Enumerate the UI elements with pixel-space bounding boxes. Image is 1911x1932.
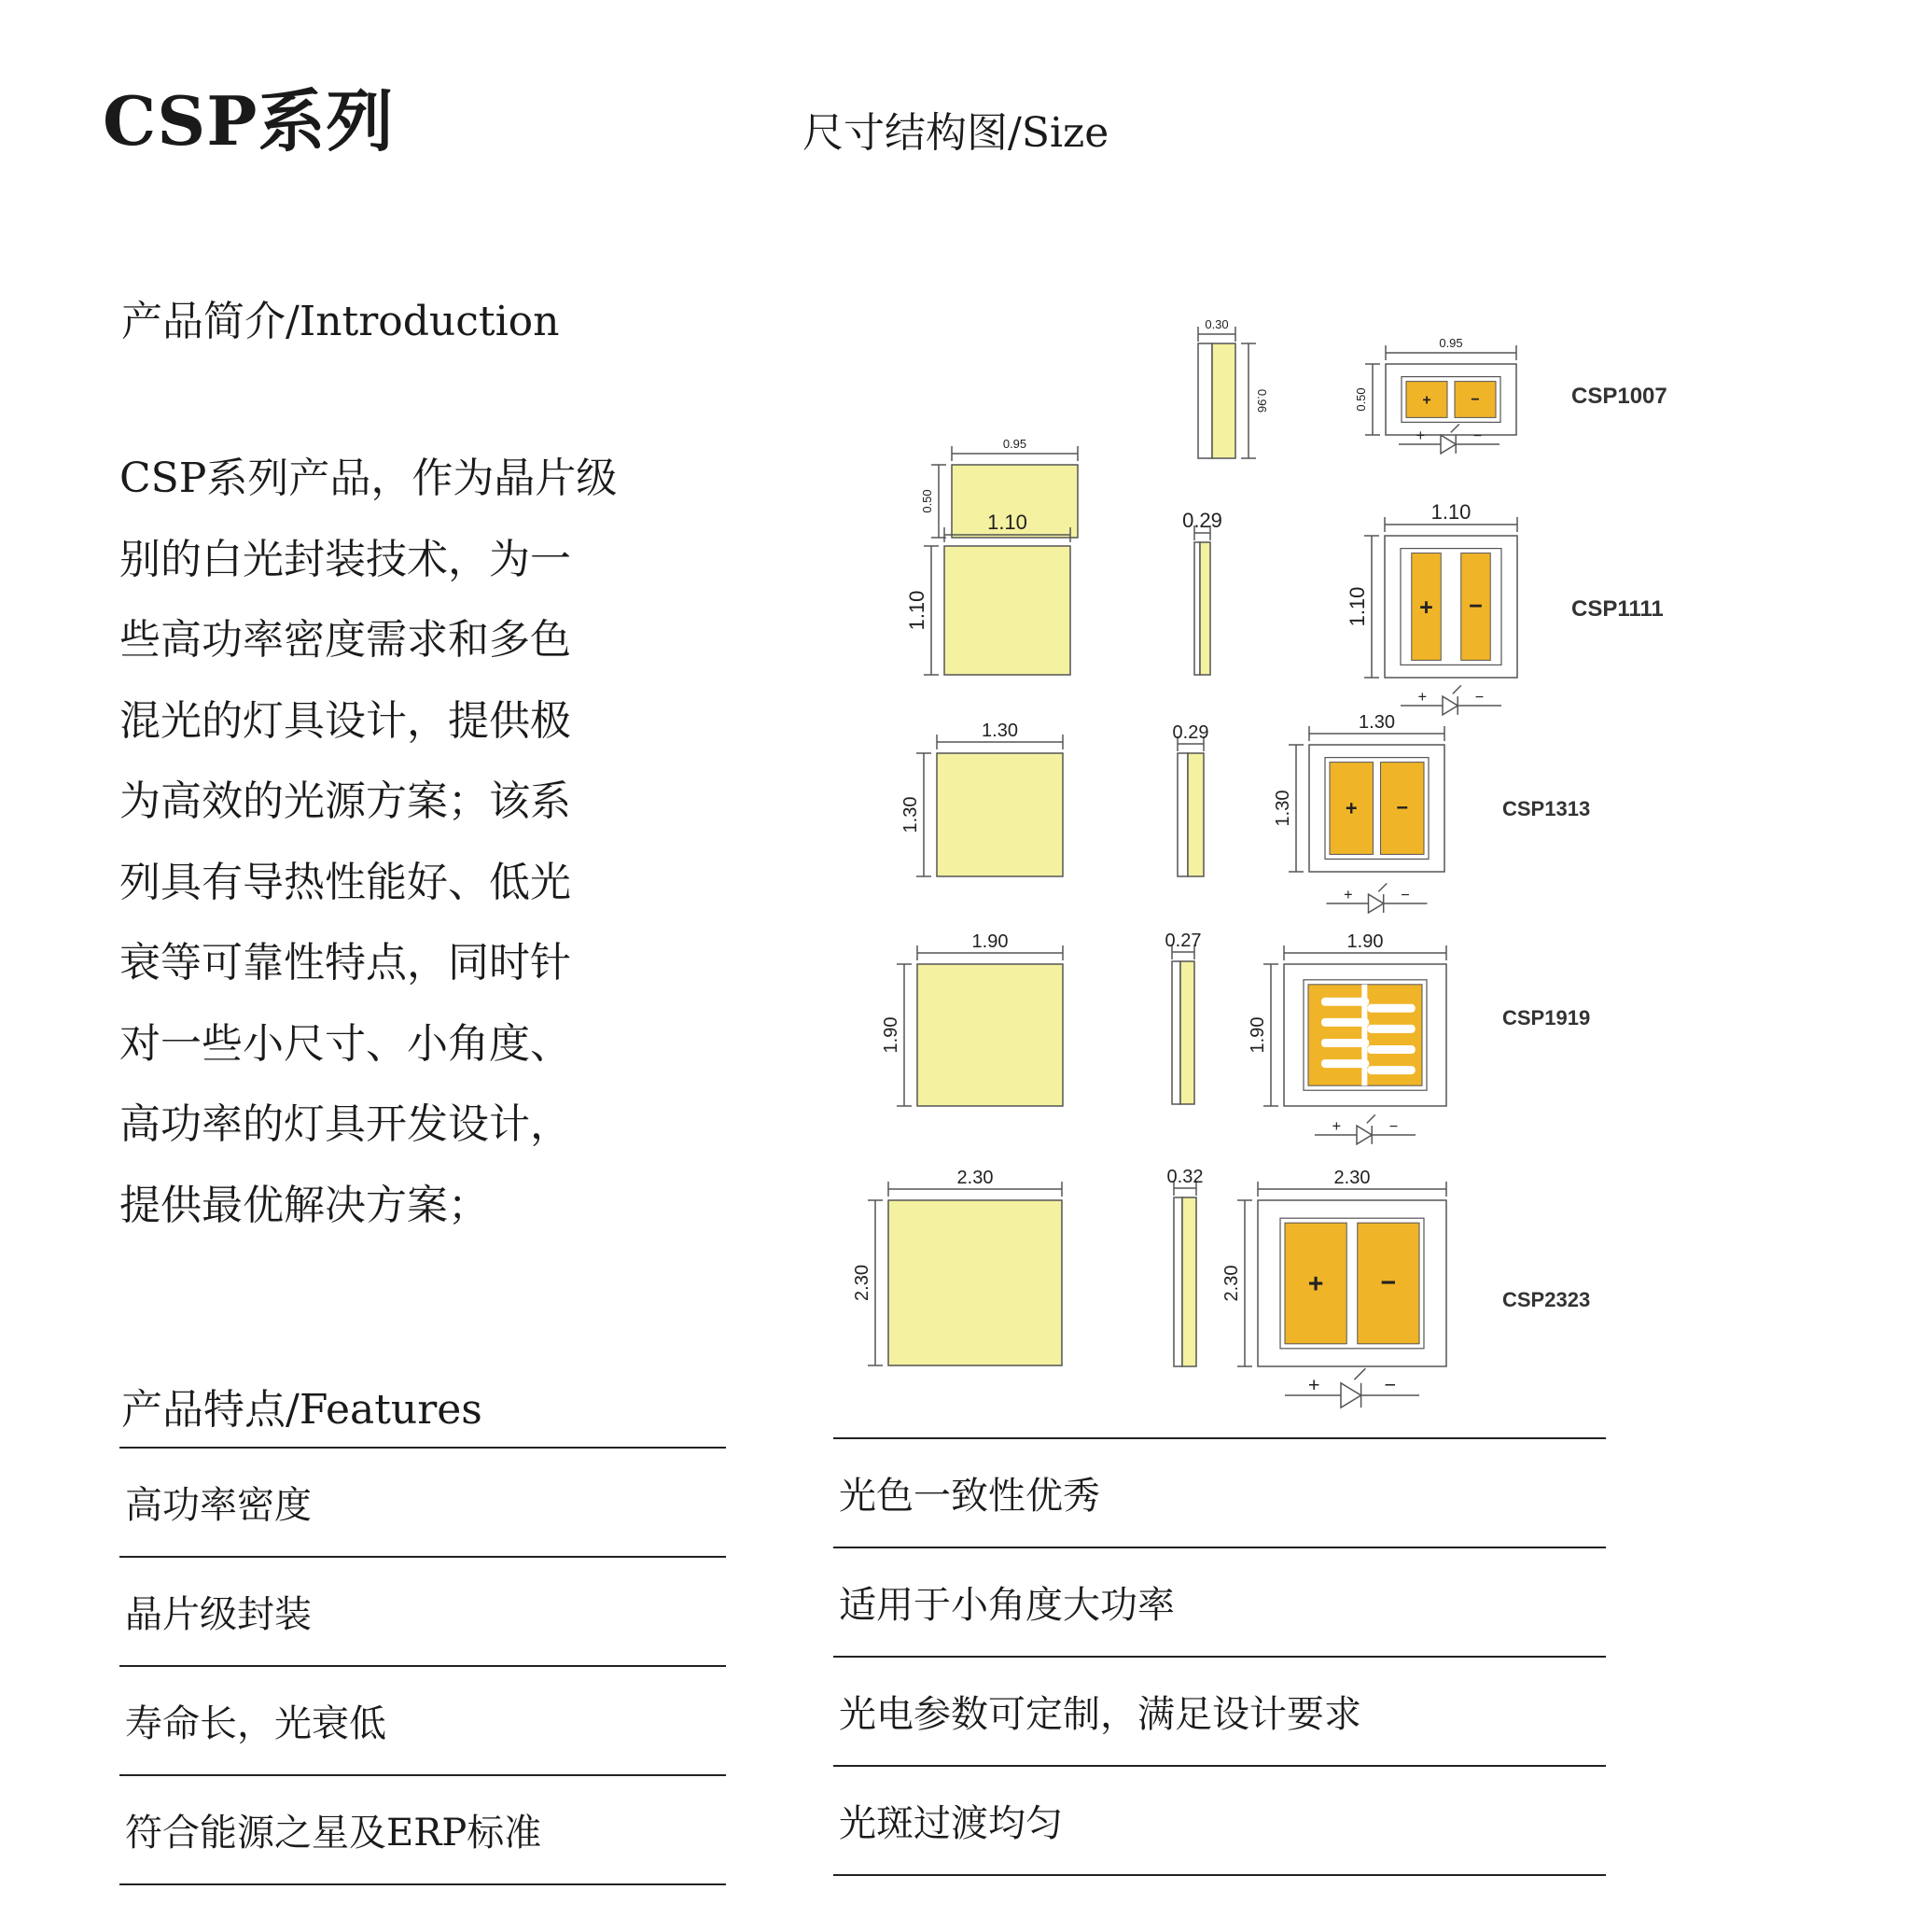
pad-slot [1367, 1045, 1415, 1054]
pad-gap [1361, 985, 1367, 1085]
intro-line: 高功率的灯具开发设计， [119, 1100, 571, 1148]
anode-sign: + [1307, 1268, 1324, 1299]
side-view-phosphor [1180, 961, 1194, 1104]
intro-line: 列具有导热性能好、低光 [119, 858, 571, 906]
diode-emission-arrow [1354, 1368, 1365, 1379]
dimension-label: 0.30 [1205, 317, 1229, 331]
diode-symbol-icon [1341, 1383, 1361, 1407]
dimension-label: 0.50 [920, 489, 934, 513]
introduction-heading: 产品简介/Introduction [121, 298, 560, 345]
model-label: CSP1111 [1571, 596, 1664, 622]
intro-line: 对一些小尺寸、小角度、 [119, 1019, 571, 1068]
diode-symbol-icon [1443, 696, 1458, 715]
introduction-body [119, 439, 642, 1246]
dimension-label: 1.10 [1346, 586, 1369, 627]
cathode-sign: − [1388, 1118, 1399, 1135]
cathode-sign: − [1380, 1267, 1397, 1298]
diode-symbol-icon [1357, 1126, 1372, 1144]
dimension-label: 1.90 [1248, 1016, 1268, 1054]
dimension-label: 0.27 [1165, 931, 1202, 951]
dimension-label: 0.96 [1255, 388, 1269, 413]
intro-line: 混光的灯具设计，提供极 [119, 696, 571, 745]
anode-sign: + [1422, 392, 1431, 409]
side-view-substrate [1174, 1197, 1182, 1366]
dimension-label: 0.29 [1172, 722, 1209, 743]
features-list-right [833, 1437, 1606, 1876]
dimension-label: 1.10 [1430, 500, 1472, 524]
intro-line: 为高效的光源方案；该系 [119, 777, 571, 825]
dimension-label: 0.29 [1182, 509, 1222, 532]
anode-sign: + [1419, 594, 1433, 621]
cathode-sign: − [1469, 593, 1483, 620]
side-view-phosphor [1200, 542, 1210, 675]
feature-item: 晶片级封装 [119, 1558, 726, 1667]
dimension-label: 2.30 [852, 1265, 872, 1301]
side-view-substrate [1172, 961, 1180, 1104]
feature-item: 符合能源之星及ERP标准 [119, 1776, 726, 1885]
side-view-substrate [1194, 542, 1200, 675]
features-heading: 产品特点/Features [121, 1386, 482, 1434]
model-label: CSP1007 [1571, 384, 1667, 409]
cathode-sign: − [1474, 689, 1485, 706]
intro-line: 别的白光封装技术，为一 [119, 535, 571, 583]
intro-line: 衰等可靠性特点，同时针 [119, 939, 571, 987]
diode-emission-arrow [1367, 1114, 1375, 1123]
side-view-substrate [1178, 753, 1188, 876]
feature-item: 高功率密度 [119, 1449, 726, 1558]
intro-line: 提供最优解决方案； [119, 1181, 489, 1229]
features-list-left [119, 1447, 726, 1885]
dimension-label: 0.95 [1439, 336, 1463, 350]
diode-emission-arrow [1378, 883, 1387, 891]
side-view-phosphor [1188, 753, 1204, 876]
dimension-label: 0.95 [1002, 437, 1027, 451]
size-heading: 尺寸结构图/Size [802, 109, 1109, 157]
top-view-phosphor [917, 964, 1063, 1106]
diode-symbol-icon [1369, 894, 1384, 913]
cathode-sign: − [1401, 887, 1410, 903]
feature-item: 寿命长，光衰低 [119, 1667, 726, 1776]
anode-sign: + [1344, 887, 1353, 903]
pad-slot [1367, 1066, 1415, 1074]
anode-sign: + [1307, 1373, 1320, 1396]
feature-item: 适用于小角度大功率 [833, 1548, 1606, 1658]
diode-symbol-icon [1441, 435, 1456, 454]
dimension-label: 1.30 [982, 721, 1018, 741]
dimension-label: 2.30 [1333, 1168, 1371, 1188]
size-structure-drawing [840, 308, 1773, 1437]
dimension-label: 1.10 [987, 511, 1027, 534]
dimension-label: 1.30 [900, 796, 921, 833]
dimension-label: 2.30 [1221, 1265, 1242, 1302]
dimension-label: 1.30 [1273, 790, 1293, 827]
dimension-label: 1.90 [1346, 931, 1384, 952]
top-view-phosphor [888, 1200, 1062, 1365]
feature-item: 光电参数可定制，满足设计要求 [833, 1658, 1606, 1767]
model-label: CSP1313 [1502, 797, 1591, 820]
cathode-sign: − [1384, 1373, 1397, 1396]
dimension-label: 1.90 [881, 1016, 901, 1054]
cathode-sign: − [1471, 391, 1480, 408]
series-title: CSP系列 [103, 81, 395, 161]
top-view-phosphor [944, 546, 1070, 675]
cathode-sign: − [1396, 795, 1409, 819]
model-label: CSP2323 [1502, 1288, 1591, 1311]
side-view-phosphor [1182, 1197, 1196, 1366]
side-view-substrate [1198, 343, 1212, 458]
dimension-label: 1.90 [971, 931, 1009, 952]
anode-sign: + [1332, 1118, 1342, 1135]
intro-line: CSP系列产品，作为晶片级 [119, 455, 618, 502]
model-label: CSP1919 [1502, 1006, 1591, 1029]
dimension-label: 1.30 [1359, 712, 1395, 733]
feature-item: 光色一致性优秀 [833, 1439, 1606, 1548]
anode-sign: + [1416, 427, 1426, 444]
dimension-label: 0.32 [1166, 1167, 1204, 1187]
pad-slot [1367, 1025, 1415, 1033]
top-view-phosphor [937, 753, 1063, 876]
diode-emission-arrow [1453, 685, 1461, 693]
feature-item: 光斑过渡均匀 [833, 1767, 1606, 1876]
side-view-phosphor [1212, 343, 1235, 458]
pad-slot [1367, 1004, 1415, 1013]
anode-sign: + [1345, 796, 1358, 820]
dimension-label: 2.30 [956, 1168, 994, 1188]
dimension-label: 0.50 [1354, 387, 1368, 412]
cathode-sign: − [1472, 427, 1483, 444]
intro-line: 些高功率密度需求和多色 [119, 616, 571, 664]
dimension-label: 1.10 [905, 590, 928, 631]
anode-sign: + [1417, 689, 1428, 706]
